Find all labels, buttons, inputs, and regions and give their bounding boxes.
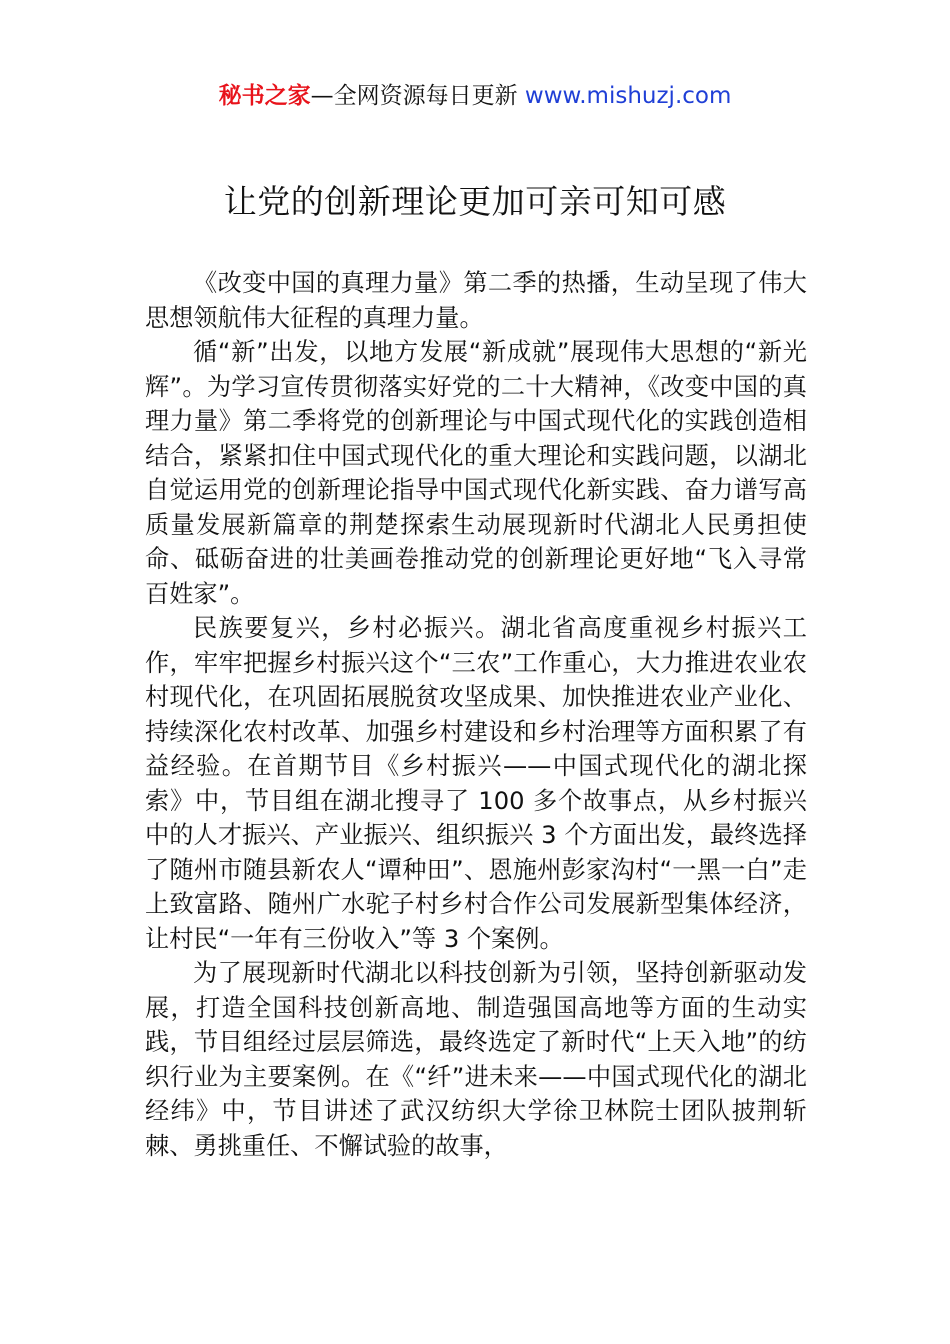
site-tagline: —全网资源每日更新 [310,83,525,109]
document-body [145,266,807,1163]
site-brand: 秘书之家 [218,83,311,109]
site-url-link[interactable]: www.mishuzj.com [524,83,732,109]
paragraph: 循“新”出发，以地方发展“新成就”展现伟大思想的“新光辉”。为学习宣传贯彻落实好党的二十大精神，《改变中国的真理力量》第二季将党的创新理论与中国式现代化的实践创造相结合，紧紧扣住中国式现代化的重大理论和实践问题，以湖北自觉运用党的创新理论指导中国式现代化新实践、奋力谱写高质量发展新篇章的荆楚探索生动展现新时代湖北人民勇担使命、砥砺奋进的壮美画卷推动党的创新理论更好地“飞入寻常百姓家”。 [145,338,807,608]
paragraph: 《改变中国的真理力量》第二季的热播，生动呈现了伟大思想领航伟大征程的真理力量。 [145,269,807,332]
site-header [0,80,950,112]
paragraph: 民族要复兴，乡村必振兴。湖北省高度重视乡村振兴工作，牢牢把握乡村振兴这个“三农”工作重心，大力推进农业农村现代化，在巩固拓展脱贫攻坚成果、加快推进农业产业化、持续深化农村改革、加强乡村建设和乡村治理等方面积累了有益经验。在首期节目《乡村振兴——中国式现代化的湖北探索》中，节目组在湖北搜寻了 100 多个故事点，从乡村振兴中的人才振兴、产业振兴、组织振兴 3 个方面出发，最终选择了随州市随县新农人“谭种田”、恩施州彭家沟村“一黑一白”走上致富路、随州广水驼子村乡村合作公司发展新型集体经济，让村民“一年有三份收入”等 3 个案例。 [145,614,807,953]
document-title: 让党的创新理论更加可亲可知可感 [223,182,727,221]
paragraph: 为了展现新时代湖北以科技创新为引领，坚持创新驱动发展，打造全国科技创新高地、制造强国高地等方面的生动实践，节目组经过层层筛选，最终选定了新时代“上天入地”的纺织行业为主要案例。在《“纤”进未来——中国式现代化的湖北经纬》中，节目讲述了武汉纺织大学徐卫林院士团队披荆斩棘、勇挑重任、不懈试验的故事， [145,959,807,1160]
